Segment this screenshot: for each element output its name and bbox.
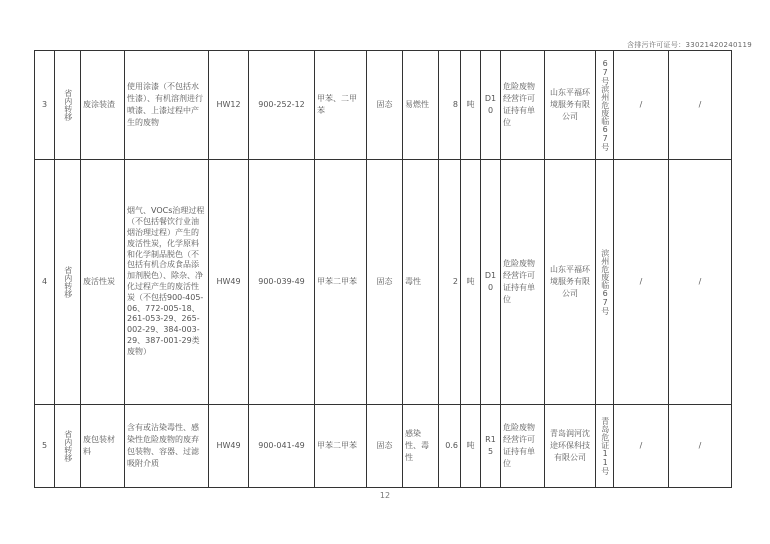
remark-1: / — [614, 405, 669, 488]
physical-form: 固态 — [367, 51, 403, 160]
table-row — [35, 405, 732, 488]
page-number: 12 — [379, 491, 391, 500]
row-number: 5 — [35, 405, 55, 488]
hazardous-components: 甲苯二甲苯 — [315, 405, 367, 488]
hazard-property: 毒性 — [403, 160, 439, 405]
license-number-header: 含排污许可证号：33021420240119 — [627, 41, 752, 49]
receiver-license-type: 危险废物经营许可证持有单位 — [501, 51, 545, 160]
waste-description: 使用涂漆（不包括水性漆）、有机溶剂进行喷漆、上漆过程中产生的废物 — [125, 51, 209, 160]
receiver-license-type: 危险废物经营许可证持有单位 — [501, 405, 545, 488]
quantity: 0.6 — [439, 405, 461, 488]
hazardous-components: 甲苯、二甲苯 — [315, 51, 367, 160]
receiver-company: 青岛润河沈途环保科技有限公司 — [545, 405, 596, 488]
disposal-code: D10 — [481, 160, 501, 405]
license-number: 67号滨州危废临67号 — [596, 51, 614, 160]
hazard-property: 易燃性 — [403, 51, 439, 160]
waste-category: HW12 — [209, 51, 249, 160]
waste-name: 废包装材料 — [81, 405, 125, 488]
quantity: 2 — [439, 160, 461, 405]
hazardous-waste-table — [34, 50, 732, 488]
transfer-type: 省内转移 — [55, 51, 81, 160]
waste-code: 900-041-49 — [249, 405, 315, 488]
table-row — [35, 51, 732, 160]
receiver-company: 山东平福环境服务有限公司 — [545, 51, 596, 160]
table-row — [35, 160, 732, 405]
waste-description: 含有或沾染毒性、感染性危险废物的废弃包装物、容器、过滤吸附介质 — [125, 405, 209, 488]
waste-name: 废涂装渣 — [81, 51, 125, 160]
waste-code: 900-252-12 — [249, 51, 315, 160]
row-number: 4 — [35, 160, 55, 405]
remark-1: / — [614, 160, 669, 405]
row-number: 3 — [35, 51, 55, 160]
unit: 吨 — [461, 51, 481, 160]
waste-name: 废活性炭 — [81, 160, 125, 405]
hazardous-components: 甲苯二甲苯 — [315, 160, 367, 405]
waste-code: 900-039-49 — [249, 160, 315, 405]
license-number: 青岛危证11号 — [596, 405, 614, 488]
transfer-type: 省内转移 — [55, 160, 81, 405]
hazard-property: 感染性、毒性 — [403, 405, 439, 488]
remark-2: / — [669, 160, 732, 405]
receiver-company: 山东平福环境服务有限公司 — [545, 160, 596, 405]
remark-2: / — [669, 51, 732, 160]
physical-form: 固态 — [367, 160, 403, 405]
unit: 吨 — [461, 160, 481, 405]
quantity: 8 — [439, 51, 461, 160]
license-number: 滨州危废临67号 — [596, 160, 614, 405]
disposal-code: D10 — [481, 51, 501, 160]
transfer-type: 省内转移 — [55, 405, 81, 488]
waste-description: 烟气、VOCs治理过程（不包括餐饮行业油烟治理过程）产生的废活性炭，化学原料和化学制品脱色（不包括有机合成食品添加剂脱色）、除杂、净化过程产生的废活性炭（不包括900-405-06、772-005-18、261-053-29、265-002-29、384-003-29、387-001-29类废物） — [125, 160, 209, 405]
waste-category: HW49 — [209, 405, 249, 488]
receiver-license-type: 危险废物经营许可证持有单位 — [501, 160, 545, 405]
waste-category: HW49 — [209, 160, 249, 405]
remark-2: / — [669, 405, 732, 488]
unit: 吨 — [461, 405, 481, 488]
disposal-code: R15 — [481, 405, 501, 488]
physical-form: 固态 — [367, 405, 403, 488]
remark-1: / — [614, 51, 669, 160]
